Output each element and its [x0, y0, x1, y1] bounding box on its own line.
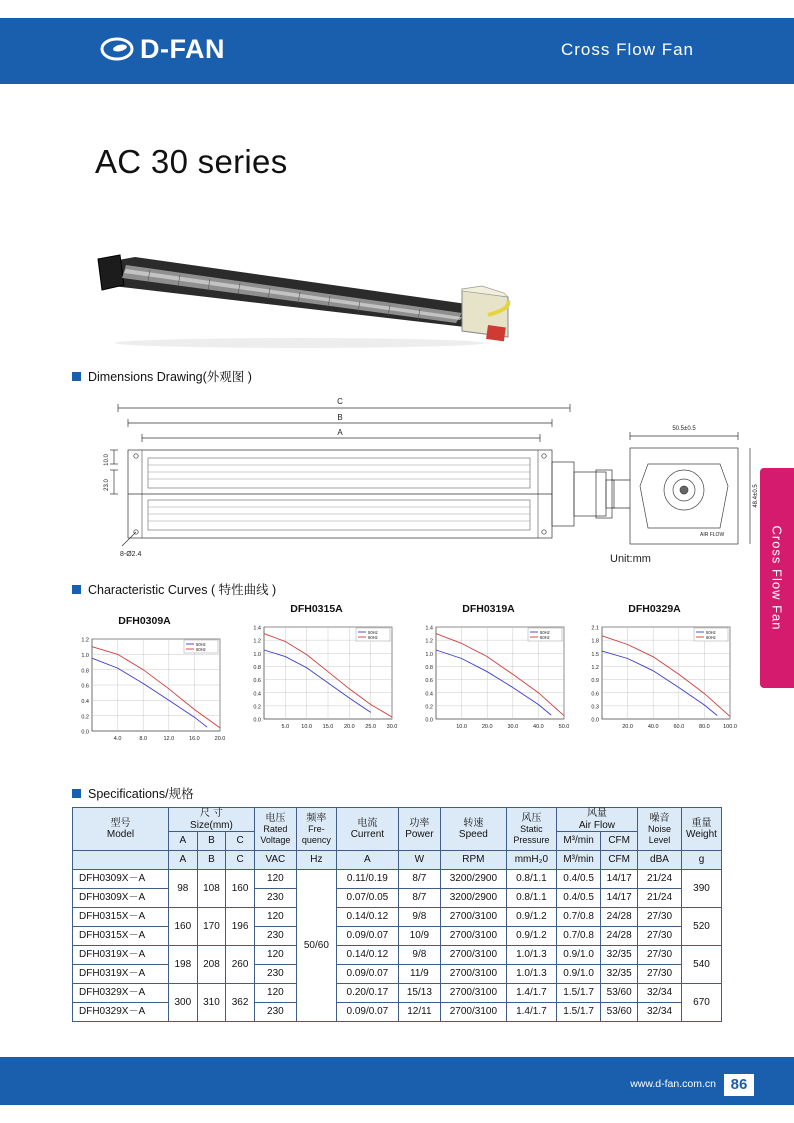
- dim-label-airflow: AIR FLOW: [700, 532, 725, 538]
- svg-text:15.0: 15.0: [322, 724, 334, 730]
- cell-noise: 32/34: [638, 984, 682, 1003]
- cell-c: 196: [226, 908, 255, 946]
- svg-text:100.0: 100.0: [723, 724, 737, 730]
- header-power: 功率 Power: [398, 808, 440, 851]
- unit-b: B: [197, 851, 226, 870]
- footer-url: www.d-fan.com.cn: [630, 1078, 716, 1090]
- svg-text:1.0: 1.0: [425, 651, 433, 658]
- cell-power: 9/8: [398, 908, 440, 927]
- header-c: C: [226, 832, 255, 851]
- section-heading-curves: [72, 580, 276, 598]
- cell-model: DFH0319X－A: [73, 965, 169, 984]
- svg-text:0.6: 0.6: [253, 678, 261, 685]
- cell-voltage: 120: [254, 908, 296, 927]
- svg-text:0.0: 0.0: [253, 717, 261, 724]
- svg-text:0.6: 0.6: [425, 678, 433, 685]
- cell-airflow-cfm: 24/28: [601, 927, 638, 946]
- unit-power: W: [398, 851, 440, 870]
- unit-label: Unit:mm: [610, 553, 651, 565]
- svg-text:0.0: 0.0: [425, 717, 433, 724]
- dim-label-c: C: [337, 397, 343, 406]
- header-cfm: CFM: [601, 832, 638, 851]
- svg-text:1.0: 1.0: [253, 651, 261, 658]
- cell-airflow-cfm: 14/17: [601, 889, 638, 908]
- cell-power: 11/9: [398, 965, 440, 984]
- header-noise: 噪音 Noise Level: [638, 808, 682, 851]
- cell-voltage: 230: [254, 927, 296, 946]
- product-photo: [90, 245, 510, 355]
- svg-text:0.8: 0.8: [425, 665, 433, 672]
- cell-power: 12/11: [398, 1003, 440, 1022]
- header-a: A: [169, 832, 198, 851]
- dim-label-h1: 10.0: [104, 454, 110, 466]
- svg-text:0.2: 0.2: [81, 714, 89, 721]
- cell-airflow-m3min: 0.4/0.5: [556, 870, 600, 889]
- header-weight: 重量 Weight: [682, 808, 722, 851]
- svg-text:50Hz: 50Hz: [196, 642, 206, 647]
- svg-text:5.0: 5.0: [281, 724, 290, 730]
- cell-c: 260: [226, 946, 255, 984]
- cell-voltage: 230: [254, 1003, 296, 1022]
- cell-voltage: 120: [254, 984, 296, 1003]
- svg-text:0.4: 0.4: [253, 691, 261, 698]
- cell-power: 8/7: [398, 870, 440, 889]
- cell-noise: 21/24: [638, 870, 682, 889]
- header-speed: 转速 Speed: [440, 808, 506, 851]
- svg-text:0.6: 0.6: [81, 683, 89, 690]
- cell-static-pressure: 1.4/1.7: [506, 1003, 556, 1022]
- svg-text:20.0: 20.0: [622, 724, 633, 730]
- bullet-square-icon: [72, 789, 81, 798]
- cell-airflow-m3min: 0.7/0.8: [556, 927, 600, 946]
- cell-static-pressure: 1.4/1.7: [506, 984, 556, 1003]
- curve-title: DFH0329A: [628, 603, 681, 615]
- characteristic-curves: [62, 603, 737, 768]
- svg-text:0.0: 0.0: [81, 729, 89, 736]
- d-fan-oval-logo-icon: [100, 32, 134, 66]
- cell-c: 362: [226, 984, 255, 1022]
- table-row: [73, 908, 722, 927]
- svg-text:8.0: 8.0: [139, 736, 148, 742]
- cell-weight: 540: [682, 946, 722, 984]
- svg-text:40.0: 40.0: [647, 724, 659, 730]
- table-units-row: [73, 851, 722, 870]
- curve-title: DFH0319A: [462, 603, 515, 615]
- curve-chart-dfh0319a: [406, 603, 571, 763]
- svg-text:25.0: 25.0: [365, 724, 377, 730]
- cell-airflow-cfm: 24/28: [601, 908, 638, 927]
- cell-noise: 21/24: [638, 889, 682, 908]
- dim-label-side-width: 50.5±0.5: [672, 426, 696, 432]
- cell-airflow-m3min: 0.7/0.8: [556, 908, 600, 927]
- svg-text:4.0: 4.0: [113, 736, 122, 742]
- cell-power: 10/9: [398, 927, 440, 946]
- unit-rpm: RPM: [440, 851, 506, 870]
- page-title: AC 30 series: [95, 143, 288, 180]
- cell-airflow-cfm: 53/60: [601, 984, 638, 1003]
- cell-noise: 27/30: [638, 965, 682, 984]
- svg-text:60.0: 60.0: [673, 724, 685, 730]
- cell-speed: 3200/2900: [440, 889, 506, 908]
- cell-b: 108: [197, 870, 226, 908]
- svg-text:1.0: 1.0: [81, 652, 89, 659]
- cell-b: 310: [197, 984, 226, 1022]
- dim-label-a: A: [337, 428, 343, 437]
- svg-text:1.5: 1.5: [591, 651, 599, 658]
- cell-static-pressure: 0.8/1.1: [506, 870, 556, 889]
- svg-text:1.4: 1.4: [425, 625, 433, 632]
- curve-title: DFH0309A: [118, 615, 171, 627]
- cell-noise: 32/34: [638, 1003, 682, 1022]
- svg-text:0.3: 0.3: [591, 704, 599, 711]
- svg-text:60Hz: 60Hz: [196, 647, 206, 652]
- header-title: Cross Flow Fan: [560, 40, 694, 59]
- dim-label-holes: 8-Ø2.4: [120, 551, 142, 558]
- cell-weight: 670: [682, 984, 722, 1022]
- cell-noise: 27/30: [638, 908, 682, 927]
- unit-cfm: CFM: [601, 851, 638, 870]
- cell-airflow-m3min: 1.5/1.7: [556, 984, 600, 1003]
- curve-title: DFH0315A: [290, 603, 343, 615]
- svg-text:1.4: 1.4: [253, 625, 261, 632]
- cell-speed: 2700/3100: [440, 927, 506, 946]
- svg-text:40.0: 40.0: [533, 724, 544, 730]
- cell-static-pressure: 1.0/1.3: [506, 965, 556, 984]
- cell-speed: 2700/3100: [440, 908, 506, 927]
- table-row: [73, 984, 722, 1003]
- cell-model: DFH0309X－A: [73, 889, 169, 908]
- cell-power: 8/7: [398, 889, 440, 908]
- svg-text:10.0: 10.0: [301, 724, 313, 730]
- cell-model: DFH0315X－A: [73, 927, 169, 946]
- curve-chart-dfh0329a: [572, 603, 737, 763]
- unit-dba: dBA: [638, 851, 682, 870]
- cell-current: 0.11/0.19: [336, 870, 398, 889]
- bullet-square-icon: [72, 372, 81, 381]
- cell-voltage: 230: [254, 965, 296, 984]
- svg-text:50Hz: 50Hz: [706, 630, 716, 635]
- section-label: Specifications/规格: [88, 787, 194, 801]
- cell-airflow-m3min: 1.5/1.7: [556, 1003, 600, 1022]
- cell-speed: 2700/3100: [440, 946, 506, 965]
- svg-text:50.0: 50.0: [558, 724, 570, 730]
- svg-text:1.2: 1.2: [591, 665, 599, 672]
- svg-text:0.2: 0.2: [253, 704, 261, 711]
- svg-text:0.9: 0.9: [591, 678, 599, 685]
- svg-text:16.0: 16.0: [189, 736, 200, 742]
- svg-text:60Hz: 60Hz: [368, 635, 378, 640]
- svg-text:0.6: 0.6: [591, 691, 599, 698]
- table-header-row-1: [73, 808, 722, 832]
- header-b: B: [197, 832, 226, 851]
- unit-g: g: [682, 851, 722, 870]
- cell-weight: 520: [682, 908, 722, 946]
- side-tab-label: Cross Flow Fan: [769, 525, 785, 631]
- cell-airflow-cfm: 14/17: [601, 870, 638, 889]
- svg-text:0.4: 0.4: [425, 691, 433, 698]
- cell-static-pressure: 0.9/1.2: [506, 927, 556, 946]
- cell-airflow-cfm: 53/60: [601, 1003, 638, 1022]
- dimensions-drawing: [100, 390, 759, 570]
- cell-static-pressure: 0.8/1.1: [506, 889, 556, 908]
- cell-b: 170: [197, 908, 226, 946]
- cell-current: 0.09/0.07: [336, 1003, 398, 1022]
- bullet-square-icon: [72, 585, 81, 594]
- cell-a: 160: [169, 908, 198, 946]
- dim-label-b: B: [337, 413, 343, 422]
- cell-speed: 2700/3100: [440, 965, 506, 984]
- cell-airflow-m3min: 0.9/1.0: [556, 946, 600, 965]
- svg-text:0.8: 0.8: [81, 668, 89, 675]
- header-model: 型号 Model: [73, 808, 169, 851]
- header-airflow: 风量 Air Flow: [556, 808, 637, 832]
- cell-airflow-m3min: 0.4/0.5: [556, 889, 600, 908]
- header-bar: [0, 18, 794, 84]
- svg-text:80.0: 80.0: [699, 724, 710, 730]
- svg-text:0.2: 0.2: [425, 704, 433, 711]
- svg-text:50Hz: 50Hz: [540, 630, 550, 635]
- header-m3min: M³/min: [556, 832, 600, 851]
- svg-text:2.1: 2.1: [591, 625, 599, 632]
- cell-current: 0.14/0.12: [336, 946, 398, 965]
- section-heading-specifications: [72, 784, 194, 802]
- svg-text:10.0: 10.0: [456, 724, 467, 730]
- curve-chart-dfh0309a: [62, 615, 227, 775]
- cell-speed: 3200/2900: [440, 870, 506, 889]
- cell-a: 300: [169, 984, 198, 1022]
- dim-label-side-height: 48.4±0.5: [753, 484, 759, 508]
- svg-text:0.8: 0.8: [253, 665, 261, 672]
- specifications-table: [72, 807, 722, 1022]
- section-label: Characteristic Curves ( 特性曲线 ): [88, 583, 277, 597]
- brand-logo: [100, 32, 225, 66]
- svg-text:60Hz: 60Hz: [706, 635, 716, 640]
- cell-airflow-m3min: 0.9/1.0: [556, 965, 600, 984]
- svg-text:30.0: 30.0: [386, 724, 398, 730]
- cell-speed: 2700/3100: [440, 1003, 506, 1022]
- cell-static-pressure: 0.9/1.2: [506, 908, 556, 927]
- header-frequency: 频率 Fre-quency: [296, 808, 336, 851]
- cell-current: 0.20/0.17: [336, 984, 398, 1003]
- cell-model: DFH0309X－A: [73, 870, 169, 889]
- svg-text:0.4: 0.4: [81, 698, 89, 705]
- svg-text:50Hz: 50Hz: [368, 630, 378, 635]
- unit-pressure: mmH₂0: [506, 851, 556, 870]
- cell-noise: 27/30: [638, 946, 682, 965]
- brand-name: D-FAN: [140, 33, 225, 64]
- page-number: 86: [724, 1074, 754, 1096]
- header-current: 电流 Current: [336, 808, 398, 851]
- cell-b: 208: [197, 946, 226, 984]
- curve-chart-dfh0315a: [234, 603, 399, 763]
- cell-voltage: 120: [254, 946, 296, 965]
- section-heading-dimensions: [72, 367, 252, 385]
- header-voltage: 电压 Rated Voltage: [254, 808, 296, 851]
- cell-power: 15/13: [398, 984, 440, 1003]
- cell-a: 98: [169, 870, 198, 908]
- unit-model: [73, 851, 169, 870]
- svg-text:0.0: 0.0: [591, 717, 599, 724]
- cell-static-pressure: 1.0/1.3: [506, 946, 556, 965]
- unit-hz: Hz: [296, 851, 336, 870]
- cell-c: 160: [226, 870, 255, 908]
- svg-text:20.0: 20.0: [214, 736, 226, 742]
- unit-a: A: [169, 851, 198, 870]
- unit-m3min: M³/min: [556, 851, 600, 870]
- cell-airflow-cfm: 32/35: [601, 965, 638, 984]
- svg-text:1.2: 1.2: [253, 638, 261, 645]
- svg-text:1.2: 1.2: [425, 638, 433, 645]
- cell-voltage: 230: [254, 889, 296, 908]
- section-label: Dimensions Drawing(外观图 ): [88, 370, 252, 384]
- unit-c: C: [226, 851, 255, 870]
- unit-vac: VAC: [254, 851, 296, 870]
- svg-text:20.0: 20.0: [481, 724, 493, 730]
- table-row: [73, 946, 722, 965]
- table-row: [73, 870, 722, 889]
- dim-label-h2: 23.0: [104, 479, 110, 491]
- svg-text:1.8: 1.8: [591, 638, 599, 645]
- cell-current: 0.09/0.07: [336, 965, 398, 984]
- cell-speed: 2700/3100: [440, 984, 506, 1003]
- unit-current: A: [336, 851, 398, 870]
- svg-text:30.0: 30.0: [507, 724, 519, 730]
- header-size: 尺 寸 Size(mm): [169, 808, 255, 832]
- cell-voltage: 120: [254, 870, 296, 889]
- cell-model: DFH0329X－A: [73, 984, 169, 1003]
- svg-text:12.0: 12.0: [163, 736, 175, 742]
- cell-current: 0.09/0.07: [336, 927, 398, 946]
- cell-frequency: 50/60: [296, 870, 336, 1022]
- cell-model: DFH0315X－A: [73, 908, 169, 927]
- header-static-pressure: 风压 Static Pressure: [506, 808, 556, 851]
- svg-text:20.0: 20.0: [343, 724, 355, 730]
- cell-noise: 27/30: [638, 927, 682, 946]
- cell-weight: 390: [682, 870, 722, 908]
- cell-model: DFH0329X－A: [73, 1003, 169, 1022]
- svg-text:60Hz: 60Hz: [540, 635, 550, 640]
- cell-power: 9/8: [398, 946, 440, 965]
- cell-a: 198: [169, 946, 198, 984]
- cell-model: DFH0319X－A: [73, 946, 169, 965]
- svg-text:1.2: 1.2: [81, 637, 89, 644]
- cell-airflow-cfm: 32/35: [601, 946, 638, 965]
- cell-current: 0.07/0.05: [336, 889, 398, 908]
- side-tab: [760, 468, 794, 688]
- cell-current: 0.14/0.12: [336, 908, 398, 927]
